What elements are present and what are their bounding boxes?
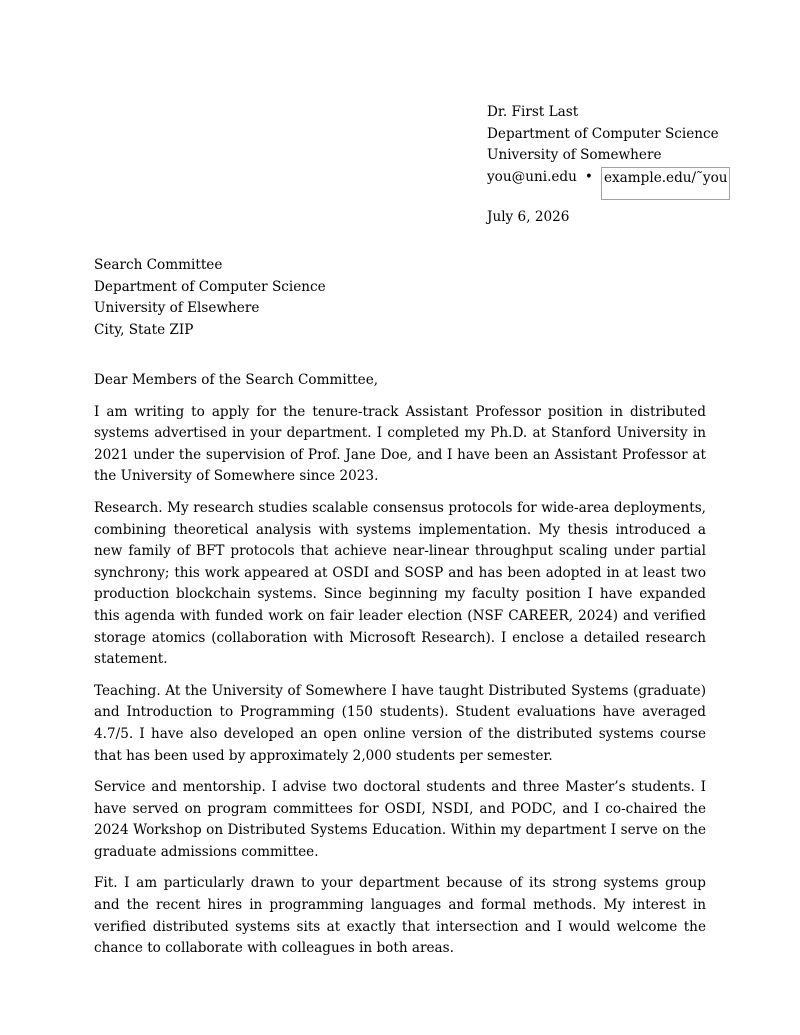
paragraph-research: Research. My research studies scalable consensus protocols for wide-area deployments, combining theoretical analysis with systems implementation. My thesis introduced a new family of BFT protocols that achieve near-linear throughput scaling under partial synchrony; this work appeared at OSDI and SOSP and has been adopted in at least two production blockchain systems. Since beginning my faculty position I have expanded this agenda with funded work on fair leader election (NSF CAREER, 2024) and verified storage atomics (collaboration with Microsoft Research). I enclose a detailed research statement. — [94, 499, 706, 668]
sender-email: you@uni.edu — [487, 168, 577, 185]
sender-university: University of Somewhere — [487, 147, 662, 163]
recipient-line-department: Department of Computer Science — [94, 278, 326, 295]
recipient-line-university: University of Elsewhere — [94, 300, 260, 316]
letter-date: July 6, 2026 — [487, 209, 570, 225]
sender-department: Department of Computer Science — [487, 125, 719, 142]
bullet-separator: • — [584, 168, 593, 185]
sender-name: Dr. First Last — [487, 104, 579, 120]
recipient-block — [94, 255, 326, 341]
salutation: Dear Members of the Search Committee, — [94, 372, 379, 388]
paragraph-intro: I am writing to apply for the tenure-track Assistant Professor position in distributed systems advertised in your department. I completed my Ph.D. at Stanford University in 2021 under the supervision of Prof. Jane Doe, and I have been an Assistant Professor at the University of Somewhere since 2023. — [94, 403, 706, 485]
paragraph-service: Service and mentorship. I advise two doctoral students and three Master’s students. I have served on program committees for OSDI, NSDI, and PODC, and I co-chaired the 2024 Workshop on Distributed Systems Education. Within my department I serve on the graduate admissions committee. — [94, 779, 706, 860]
recipient-line-address: City, State ZIP — [94, 321, 194, 338]
sender-block — [487, 102, 730, 200]
letter-body — [94, 370, 706, 970]
sender-contact-line — [487, 167, 730, 200]
recipient-line-committee: Search Committee — [94, 257, 223, 273]
paragraph-fit: Fit. I am particularly drawn to your department because of its strong systems group and the recent hires in programming languages and formal methods. My interest in verified distributed systems sits at exactly that intersection and I would welcome the chance to collaborate with colleagues in both areas. — [94, 875, 706, 957]
paragraph-teaching: Teaching. At the University of Somewhere I have taught Distributed Systems (graduate) and Introduction to Programming (150 students). Student evaluations have averaged 4.7/5. I have also developed an open online version of the distributed systems course that has been used by approximately 2,000 students per semester. — [94, 682, 706, 764]
website-link[interactable]: example.edu/˜you — [601, 167, 730, 200]
